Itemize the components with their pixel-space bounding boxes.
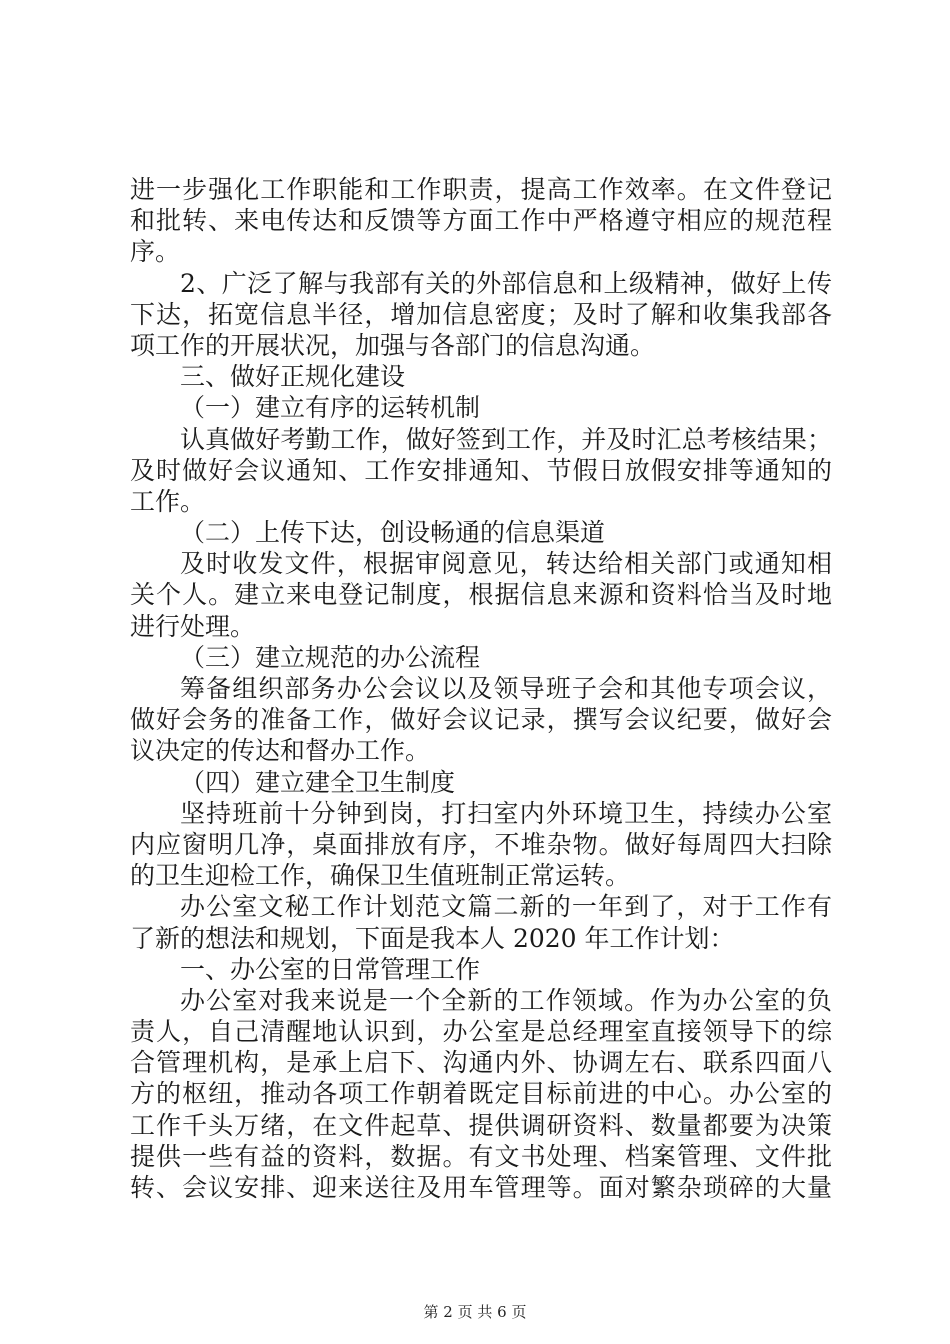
text-line: （三）建立规范的办公流程 xyxy=(180,642,481,672)
text-line: 内应窗明几净，桌面排放有序，不堆杂物。做好每周四大扫除 xyxy=(130,829,832,859)
text-line: 一、办公室的日常管理工作 xyxy=(180,954,481,984)
text-line: 序。 xyxy=(130,237,181,267)
text-line: 和批转、来电传达和反馈等方面工作中严格遵守相应的规范程 xyxy=(130,206,832,236)
text-line: 工作。 xyxy=(130,486,206,516)
text-line: 的卫生迎检工作，确保卫生值班制正常运转。 xyxy=(130,861,631,891)
text-line: （二）上传下达，创设畅通的信息渠道 xyxy=(180,518,606,548)
text-line: （四）建立建全卫生制度 xyxy=(180,767,456,797)
text-line: 办公室对我来说是一个全新的工作领域。作为办公室的负 xyxy=(180,985,832,1015)
text-line: 转、会议安排、迎来送往及用车管理等。面对繁杂琐碎的大量 xyxy=(130,1173,832,1202)
text-line: 三、做好正规化建设 xyxy=(180,362,406,392)
text-line: 关个人。建立来电登记制度，根据信息来源和资料恰当及时地 xyxy=(130,580,832,610)
text-line: 下达，拓宽信息半径，增加信息密度；及时了解和收集我部各 xyxy=(130,299,832,329)
text-line: 责人，自己清醒地认识到，办公室是总经理室直接领导下的综 xyxy=(130,1017,832,1047)
text-line: 提供一些有益的资料，数据。有文书处理、档案管理、文件批 xyxy=(130,1141,832,1171)
text-line: 了新的想法和规划，下面是我本人 2020 年工作计划： xyxy=(130,923,735,953)
text-line: 做好会务的准备工作，做好会议记录，撰写会议纪要，做好会 xyxy=(130,705,832,735)
text-line: 议决定的传达和督办工作。 xyxy=(130,736,431,766)
text-line: 项工作的开展状况，加强与各部门的信息沟通。 xyxy=(130,330,656,360)
text-line: 进一步强化工作职能和工作职责，提高工作效率。在文件登记 xyxy=(130,175,832,204)
text-line: 办公室文秘工作计划范文篇二新的一年到了，对于工作有 xyxy=(180,892,832,922)
text-line: 进行处理。 xyxy=(130,611,256,641)
document-body xyxy=(130,174,832,1203)
text-line: 及时做好会议通知、工作安排通知、节假日放假安排等通知的 xyxy=(130,455,832,485)
text-line: 认真做好考勤工作，做好签到工作，并及时汇总考核结果； xyxy=(180,424,832,454)
text-line: 筹备组织部务办公会议以及领导班子会和其他专项会议， xyxy=(180,674,832,703)
text-line: 方的枢纽，推动各项工作朝着既定目标前进的中心。办公室的 xyxy=(130,1079,832,1109)
page-footer: 第 2 页 共 6 页 xyxy=(423,1303,527,1321)
text-line: 及时收发文件，根据审阅意见，转达给相关部门或通知相 xyxy=(180,549,832,579)
text-line: 合管理机构，是承上启下、沟通内外、协调左右、联系四面八 xyxy=(130,1048,832,1078)
text-line: 坚持班前十分钟到岗，打扫室内外环境卫生，持续办公室 xyxy=(180,798,832,828)
text-line: （一）建立有序的运转机制 xyxy=(180,393,481,423)
text-line: 工作千头万绪，在文件起草、提供调研资料、数量都要为决策 xyxy=(130,1110,832,1140)
text-line: 2、广泛了解与我部有关的外部信息和上级精神，做好上传 xyxy=(180,268,832,298)
